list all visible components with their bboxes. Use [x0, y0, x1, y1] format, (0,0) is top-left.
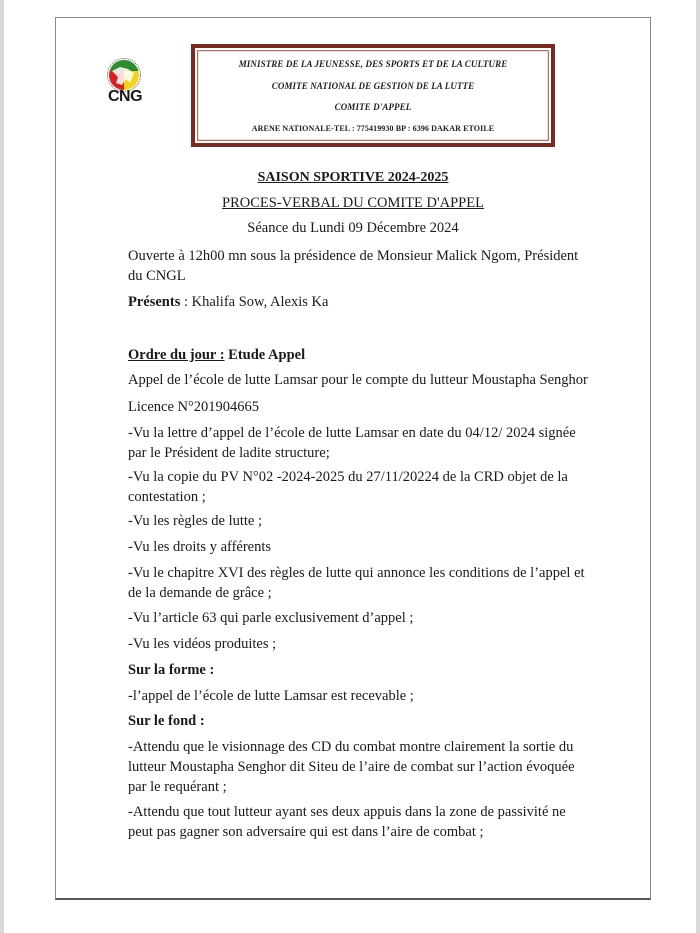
- opening-line-2: du CNGL: [128, 268, 186, 284]
- present-line: [128, 292, 588, 312]
- merits-line: lutteur Moustapha Senghor dit Siteu de l’aire de combat sur l’action évoquée: [128, 759, 575, 775]
- consideration-item: -Vu les droits y afférents: [128, 539, 272, 555]
- consideration-item: [128, 563, 598, 603]
- form-text: -l’appel de l’école de lutte Lamsar est recevable ;: [128, 688, 414, 704]
- contact-info: ARENE NATIONALE-TEL : 775419930 BP : 6396 DAKAR ETOILE: [251, 124, 495, 133]
- consideration-line: contestation ;: [128, 489, 206, 505]
- consideration-line: de la demande de grâce ;: [128, 585, 272, 601]
- present-label: Présents: [128, 294, 181, 310]
- merits-line: peut pas gagner son adversaire qui est dans l’aire de combat ;: [128, 824, 484, 840]
- agenda-line: [128, 345, 588, 365]
- appeal-line: Appel de l’école de lutte Lamsar pour le compte du lutteur Moustapha Senghor: [128, 372, 588, 388]
- consideration-item: -Vu l’article 63 qui parle exclusivement d’appel ;: [128, 610, 414, 626]
- season-title: SAISON SPORTIVE 2024-2025: [257, 170, 449, 185]
- header-box: [191, 44, 555, 147]
- consideration-item: -Vu les vidéos produites ;: [128, 636, 277, 652]
- opening-paragraph: [128, 246, 598, 286]
- session-date: Séance du Lundi 09 Décembre 2024: [247, 220, 459, 236]
- consideration-line: -Vu la lettre d’appel de l’école de lutte Lamsar en date du 04/12/ 2024 signée: [128, 425, 576, 441]
- licence-line: Licence N°201904665: [128, 399, 260, 415]
- viewer-edge-left: [0, 0, 4, 933]
- merits-line: -Attendu que tout lutteur ayant ses deux appuis dans la zone de passivité ne: [128, 804, 566, 820]
- merits-item: [128, 802, 590, 842]
- merits-item: [128, 737, 598, 797]
- consideration-line: -Vu le chapitre XVI des règles de lutte qui annonce les conditions de l’appel et: [128, 565, 585, 581]
- agenda-value: Etude Appel: [224, 347, 306, 363]
- present-names: : Khalifa Sow, Alexis Ka: [180, 294, 329, 310]
- consideration-line: -Vu la copie du PV N°02 -2024-2025 du 27/11/20224 de la CRD objet de la: [128, 469, 568, 485]
- consideration-line: par le Président de ladite structure;: [128, 445, 330, 461]
- ministry-name: MINISTRE DE LA JEUNESSE, DES SPORTS ET DE LA CULTURE: [238, 59, 508, 69]
- document-title: PROCES-VERBAL DU COMITE D'APPEL: [222, 195, 484, 211]
- agenda-label: Ordre du jour :: [128, 347, 225, 363]
- merits-line: par le requérant ;: [128, 779, 227, 795]
- committee-name: COMITE NATIONAL DE GESTION DE LA LUTTE: [271, 81, 475, 91]
- consideration-item: [128, 423, 590, 463]
- merits-heading: Sur le fond :: [128, 713, 205, 729]
- merits-line: -Attendu que le visionnage des CD du combat montre clairement la sortie du: [128, 739, 574, 755]
- consideration-item: [128, 467, 590, 507]
- form-heading: Sur la forme :: [128, 662, 215, 678]
- opening-line-1: Ouverte à 12h00 mn sous la présidence de Monsieur Malick Ngom, Président: [128, 248, 579, 264]
- committee-sub: COMITE D'APPEL: [334, 102, 412, 112]
- consideration-item: -Vu les règles de lutte ;: [128, 513, 263, 529]
- viewer-edge-right: [696, 0, 700, 933]
- logo-text: CNG: [107, 88, 143, 105]
